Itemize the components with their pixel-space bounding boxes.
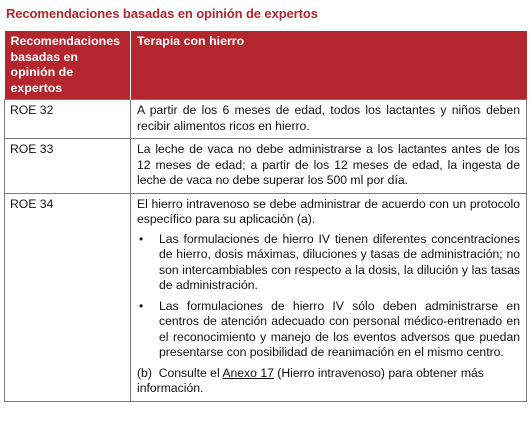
reference-note <box>137 366 520 397</box>
row-text-roe32: A partir de los 6 meses de edad, todos los lactantes y niños deben recibir alimentos ricos en hierro. <box>131 100 527 139</box>
table-row <box>5 193 527 401</box>
recommendations-table <box>4 31 527 402</box>
list-item <box>139 231 520 294</box>
header-therapy: Terapia con hierro <box>131 31 527 100</box>
bullet-icon: • <box>139 231 144 246</box>
table-row <box>5 100 527 139</box>
row-id-roe34: ROE 34 <box>5 193 131 401</box>
header-recommendations: Recomendaciones basadas en opinión de expertos <box>5 31 131 100</box>
row-text-roe33: La leche de vaca no debe administrarse a los lactantes antes de los 12 meses de edad; a partir de los 12 meses de edad, la ingesta de leche de vaca no debe superar los 500 ml por día. <box>131 139 527 194</box>
row-id-roe33: ROE 33 <box>5 139 131 194</box>
table-row <box>5 139 527 194</box>
note-label: (b) <box>137 365 152 380</box>
anexo-17-link[interactable]: Anexo 17 <box>222 365 274 380</box>
list-item <box>139 298 520 361</box>
row-id-roe32: ROE 32 <box>5 100 131 139</box>
note-text-after: (Hierro intravenoso) para obtener más información. <box>137 365 484 395</box>
bullet-list <box>137 232 520 361</box>
row-text-roe34: El hierro intravenoso se debe administrar de acuerdo con un protocolo específico para su aplicación (a). <box>137 196 520 226</box>
table-header-row <box>5 31 527 100</box>
bullet-text-1: Las formulaciones de hierro IV tienen diferentes concentraciones de hierro, dosis máximas, diluciones y tasas de administración; no son intercambiables con respecto a la dosis, la dilución y las tasas de administración. <box>159 231 520 292</box>
bullet-icon: • <box>139 298 144 313</box>
note-text-before: Consulte el <box>158 365 223 380</box>
row-content-roe34 <box>131 193 527 401</box>
section-title: Recomendaciones basadas en opinión de expertos <box>6 6 318 21</box>
bullet-text-2: Las formulaciones de hierro IV sólo deben administrarse en centros de atención adecuado con personal médico-entrenado en el reconocimiento y manejo de los eventos adversos que puedan presentarse con posibilidad de reanimación en el mismo centro. <box>159 298 520 359</box>
